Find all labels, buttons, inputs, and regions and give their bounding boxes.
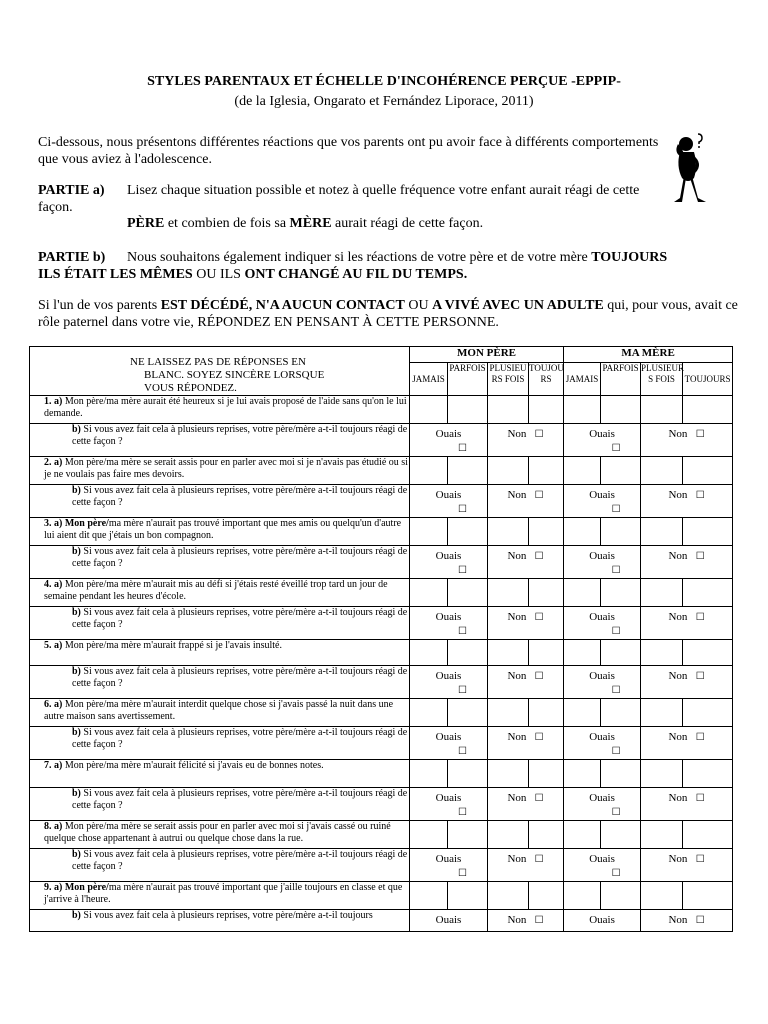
pere-answer-cell[interactable] <box>488 396 529 424</box>
checkbox-icon[interactable]: ☐ <box>695 793 705 804</box>
non-label: Non <box>668 792 688 804</box>
col-header-mere-2: PLUSIEUR S FOIS <box>641 363 683 396</box>
mere-answer-cell[interactable] <box>641 882 683 910</box>
checkbox-icon[interactable]: ☐ <box>611 565 621 576</box>
question-row <box>30 760 733 788</box>
question-number: 8. a) <box>44 821 63 832</box>
deceased-t3: qui, pour vous, avait ce rôle paternel dans votre vie, RÉPONDEZ EN PENSANT À CETTE PERSONNE. <box>38 298 738 330</box>
checkbox-icon[interactable]: ☐ <box>695 854 705 865</box>
mere-answer-cell[interactable] <box>564 640 601 666</box>
non-label: Non <box>507 731 527 743</box>
checkbox-icon[interactable]: ☐ <box>611 626 621 637</box>
pere-ouais-option[interactable] <box>410 424 488 457</box>
pere-answer-cell[interactable] <box>529 457 564 485</box>
pere-answer-cell[interactable] <box>410 396 448 424</box>
checkbox-icon[interactable]: ☐ <box>695 429 705 440</box>
pere-answer-cell[interactable] <box>529 640 564 666</box>
non-label: Non <box>507 670 527 682</box>
part-b-text <box>38 249 678 283</box>
non-label: Non <box>507 792 527 804</box>
mere-ouais-option[interactable] <box>564 424 641 457</box>
question-body: Mon père/ma mère m'aurait félicité si j'avais eu de bonnes notes. <box>64 760 324 771</box>
ouais-label: Ouais <box>435 670 462 682</box>
question-b-row <box>30 485 733 518</box>
b-question: Si vous avez fait cela à plusieurs reprises, votre père/mère a-t-il toujours <box>83 910 373 921</box>
checkbox-icon[interactable]: ☐ <box>695 551 705 562</box>
ouais-label: Ouais <box>589 914 615 926</box>
pere-answer-cell[interactable] <box>488 640 529 666</box>
mere-ouais-option[interactable] <box>564 666 641 699</box>
question-row <box>30 699 733 727</box>
question-row <box>30 518 733 546</box>
question-b-text <box>30 424 410 457</box>
b-label: b) <box>72 666 81 677</box>
checkbox-icon[interactable]: ☐ <box>611 504 621 515</box>
mere-non-option[interactable] <box>641 607 733 640</box>
pere-answer-cell[interactable] <box>488 760 529 788</box>
pere-answer-cell[interactable] <box>529 396 564 424</box>
deceased-t1: Si l'un de vos parents <box>38 298 161 313</box>
mere-answer-cell[interactable] <box>564 457 601 485</box>
pere-ouais-option[interactable] <box>410 910 488 932</box>
non-label: Non <box>668 853 688 865</box>
mere-answer-cell[interactable] <box>683 882 733 910</box>
question-body: Mon père/ma mère se serait assis pour en parler avec moi si j'avais cassé ou ruiné quelque chose appartenant à autrui ou quelque chose dans la rue. <box>44 821 391 844</box>
question-body: Mon père/ma mère m'aurait mis au défi si j'étais resté éveillé trop tard un jour de semaine pendant les heures d'école. <box>44 579 388 602</box>
pere-answer-cell[interactable] <box>448 640 488 666</box>
col-header-mere-0: JAMAIS <box>564 363 601 396</box>
checkbox-icon[interactable]: ☐ <box>534 915 544 926</box>
mere-answer-cell[interactable] <box>641 518 683 546</box>
mere-non-option[interactable] <box>641 424 733 457</box>
mere-ouais-option[interactable] <box>564 727 641 760</box>
question-b-row <box>30 849 733 882</box>
ouais-label: Ouais <box>435 611 462 623</box>
mere-non-option[interactable] <box>641 546 733 579</box>
ouais-label: Ouais <box>589 489 615 501</box>
pere-ouais-option[interactable] <box>410 788 488 821</box>
page-title: STYLES PARENTAUX ET ÉCHELLE D'INCOHÉRENCE PERÇUE -EPPIP- <box>147 74 621 89</box>
b-label: b) <box>72 727 81 738</box>
mere-answer-cell[interactable] <box>601 760 641 788</box>
question-number: 2. a) <box>44 457 63 468</box>
checkbox-icon[interactable]: ☐ <box>458 685 467 696</box>
part-b-bold1: TOUJOURS ILS ÉTAIT LES MÊMES <box>38 250 668 282</box>
b-question: Si vous avez fait cela à plusieurs reprises, votre père/mère a-t-il toujours réagi de cette façon ? <box>72 788 408 811</box>
checkbox-icon[interactable]: ☐ <box>458 565 467 576</box>
pere-answer-cell[interactable] <box>488 457 529 485</box>
checkbox-icon[interactable]: ☐ <box>458 807 467 818</box>
pere-answer-cell[interactable] <box>448 699 488 727</box>
ouais-label: Ouais <box>435 428 462 440</box>
mere-answer-cell[interactable] <box>683 760 733 788</box>
b-question: Si vous avez fait cela à plusieurs reprises, votre père/mère a-t-il toujours réagi de cette façon ? <box>72 607 408 630</box>
ouais-label: Ouais <box>435 550 462 562</box>
checkbox-icon[interactable]: ☐ <box>695 732 705 743</box>
question-text <box>30 396 410 424</box>
question-b-text <box>30 485 410 518</box>
instr-line-1: NE LAISSEZ PAS DE RÉPONSES EN <box>130 356 306 368</box>
b-label: b) <box>72 607 81 618</box>
thinking-figure-icon <box>668 132 710 208</box>
checkbox-icon[interactable]: ☐ <box>534 490 544 501</box>
mere-ouais-option[interactable] <box>564 485 641 518</box>
question-body: ma mère n'aurait pas trouvé important que j'aille toujours en classe et que j'arrive à l'heure. <box>44 882 403 905</box>
non-label: Non <box>507 914 527 926</box>
pere-answer-cell[interactable] <box>410 760 448 788</box>
mere-non-option[interactable] <box>641 666 733 699</box>
mere-answer-cell[interactable] <box>601 518 641 546</box>
mere-answer-cell[interactable] <box>641 579 683 607</box>
mere-answer-cell[interactable] <box>564 821 601 849</box>
question-text <box>30 457 410 485</box>
pere-non-option[interactable] <box>488 727 564 760</box>
col-header-pere-2: PLUSIEU RS FOIS <box>488 363 529 396</box>
pere-answer-cell[interactable] <box>529 699 564 727</box>
part-a-mid: et combien de fois sa <box>164 216 290 231</box>
question-number: 3. a) <box>44 518 63 529</box>
mere-answer-cell[interactable] <box>601 396 641 424</box>
checkbox-icon[interactable]: ☐ <box>611 807 621 818</box>
intro-text: Ci-dessous, nous présentons différentes réactions que vos parents ont pu avoir face à différents comportements que vous aviez à l'adolescence. <box>38 135 659 167</box>
checkbox-icon[interactable]: ☐ <box>611 746 621 757</box>
mere-non-option[interactable] <box>641 910 733 932</box>
pere-answer-cell[interactable] <box>448 518 488 546</box>
pere-answer-cell[interactable] <box>448 579 488 607</box>
mere-answer-cell[interactable] <box>641 457 683 485</box>
question-b-row <box>30 727 733 760</box>
question-b-row <box>30 546 733 579</box>
mere-answer-cell[interactable] <box>564 882 601 910</box>
mere-answer-cell[interactable] <box>601 640 641 666</box>
checkbox-icon[interactable]: ☐ <box>534 551 544 562</box>
instr-line-3: VOUS RÉPONDEZ. <box>144 382 237 394</box>
pere-non-option[interactable] <box>488 666 564 699</box>
col-header-pere-1: PARFOIS <box>448 363 488 396</box>
pere-non-option[interactable] <box>488 788 564 821</box>
mere-answer-cell[interactable] <box>601 579 641 607</box>
question-row <box>30 396 733 424</box>
mere-answer-cell[interactable] <box>601 699 641 727</box>
pere-non-option[interactable] <box>488 910 564 932</box>
ouais-label: Ouais <box>435 853 462 865</box>
checkbox-icon[interactable]: ☐ <box>458 626 467 637</box>
checkbox-icon[interactable]: ☐ <box>695 612 705 623</box>
pere-answer-cell[interactable] <box>410 882 448 910</box>
question-body: Mon père/ma mère m'aurait frappé si je l'avais insulté. <box>64 640 282 651</box>
mere-answer-cell[interactable] <box>683 579 733 607</box>
deceased-t2: OU <box>404 298 433 313</box>
mere-non-option[interactable] <box>641 485 733 518</box>
mere-answer-cell[interactable] <box>683 396 733 424</box>
ouais-label: Ouais <box>435 792 462 804</box>
pere-answer-cell[interactable] <box>488 699 529 727</box>
b-question: Si vous avez fait cela à plusieurs reprises, votre père/mère a-t-il toujours réagi de cette façon ? <box>72 666 408 689</box>
question-b-text <box>30 849 410 882</box>
mere-answer-cell[interactable] <box>683 640 733 666</box>
pere-ouais-option[interactable] <box>410 485 488 518</box>
b-label: b) <box>72 546 81 557</box>
question-text <box>30 821 410 849</box>
questionnaire-table <box>29 346 733 932</box>
question-text <box>30 699 410 727</box>
pere-answer-cell[interactable] <box>529 579 564 607</box>
pere-answer-cell[interactable] <box>410 579 448 607</box>
question-bold: Mon père/ <box>64 882 109 893</box>
pere-answer-cell[interactable] <box>488 882 529 910</box>
pere-ouais-option[interactable] <box>410 546 488 579</box>
part-b-label: PARTIE b) <box>38 250 106 265</box>
question-body: Mon père/ma mère m'aurait interdit quelque chose si j'avais passé la nuit dans une autre maison sans avertissement. <box>44 699 394 722</box>
question-number: 5. a) <box>44 640 63 651</box>
checkbox-icon[interactable]: ☐ <box>534 732 544 743</box>
pere-non-option[interactable] <box>488 607 564 640</box>
pere-answer-cell[interactable] <box>410 457 448 485</box>
mere-answer-cell[interactable] <box>601 821 641 849</box>
pere-answer-cell[interactable] <box>448 821 488 849</box>
mere-answer-cell[interactable] <box>641 760 683 788</box>
pere-answer-cell[interactable] <box>529 821 564 849</box>
deceased-b1: EST DÉCÉDÉ, N'A AUCUN CONTACT <box>160 298 405 313</box>
group-header-mere: MA MÈRE <box>564 347 733 363</box>
ouais-label: Ouais <box>435 914 462 926</box>
ouais-label: Ouais <box>589 731 615 743</box>
question-row <box>30 882 733 910</box>
instr-line-2: BLANC. SOYEZ SINCÈRE LORSQUE <box>144 369 325 381</box>
b-question: Si vous avez fait cela à plusieurs reprises, votre père/mère a-t-il toujours réagi de cette façon ? <box>72 849 408 872</box>
question-text <box>30 518 410 546</box>
question-number: 4. a) <box>44 579 63 590</box>
non-label: Non <box>668 731 688 743</box>
question-body: Mon père/ma mère se serait assis pour en parler avec moi si je n'avais pas étudié ou si je ne voulais pas faire mes devoirs. <box>44 457 408 480</box>
non-label: Non <box>507 428 527 440</box>
mere-answer-cell[interactable] <box>601 457 641 485</box>
part-a-text <box>38 182 668 216</box>
pere-non-option[interactable] <box>488 546 564 579</box>
question-b-text <box>30 910 410 932</box>
non-label: Non <box>668 670 688 682</box>
question-b-row <box>30 607 733 640</box>
ouais-label: Ouais <box>589 853 615 865</box>
mere-answer-cell[interactable] <box>564 579 601 607</box>
pere-answer-cell[interactable] <box>448 760 488 788</box>
checkbox-icon[interactable]: ☐ <box>695 915 705 926</box>
ouais-label: Ouais <box>589 792 615 804</box>
pere-answer-cell[interactable] <box>448 396 488 424</box>
ouais-label: Ouais <box>589 670 615 682</box>
part-a-label: PARTIE a) <box>38 183 105 198</box>
checkbox-icon[interactable]: ☐ <box>611 685 621 696</box>
question-text <box>30 640 410 666</box>
non-label: Non <box>668 489 688 501</box>
deceased-b2: A VIVÉ AVEC UN ADULTE <box>432 298 604 313</box>
pere-answer-cell[interactable] <box>448 457 488 485</box>
mere-answer-cell[interactable] <box>641 640 683 666</box>
question-b-row <box>30 424 733 457</box>
mere-non-option[interactable] <box>641 788 733 821</box>
question-text <box>30 882 410 910</box>
part-b-text2: OU ILS <box>192 267 245 282</box>
question-row <box>30 640 733 666</box>
checkbox-icon[interactable]: ☐ <box>534 793 544 804</box>
question-b-row <box>30 666 733 699</box>
mere-non-option[interactable] <box>641 727 733 760</box>
pere-answer-cell[interactable] <box>448 882 488 910</box>
part-a-subtext <box>127 215 687 232</box>
col-header-pere-3: TOUJOU RS <box>529 363 564 396</box>
pere-answer-cell[interactable] <box>529 760 564 788</box>
question-text <box>30 579 410 607</box>
mere-answer-cell[interactable] <box>564 760 601 788</box>
checkbox-icon[interactable]: ☐ <box>534 429 544 440</box>
non-label: Non <box>507 550 527 562</box>
b-label: b) <box>72 485 81 496</box>
ouais-label: Ouais <box>589 611 615 623</box>
mere-answer-cell[interactable] <box>564 396 601 424</box>
question-b-text <box>30 666 410 699</box>
non-label: Non <box>507 853 527 865</box>
mere-answer-cell[interactable] <box>641 396 683 424</box>
table-instructions <box>30 347 410 396</box>
pere-ouais-option[interactable] <box>410 849 488 882</box>
question-number: 7. a) <box>44 760 63 771</box>
page-subtitle: (de la Iglesia, Ongarato et Fernández Liporace, 2011) <box>234 94 534 109</box>
pere-answer-cell[interactable] <box>410 518 448 546</box>
checkbox-icon[interactable]: ☐ <box>611 443 621 454</box>
mere-non-option[interactable] <box>641 849 733 882</box>
question-b-text <box>30 788 410 821</box>
question-b-text <box>30 727 410 760</box>
pere-answer-cell[interactable] <box>410 640 448 666</box>
question-body: Mon père/ma mère aurait été heureux si je lui avais proposé de l'aide sans qu'on le lui demande. <box>44 396 407 419</box>
question-b-row <box>30 910 733 932</box>
b-question: Si vous avez fait cela à plusieurs reprises, votre père/mère a-t-il toujours réagi de cette façon ? <box>72 727 408 750</box>
checkbox-icon[interactable]: ☐ <box>534 854 544 865</box>
pere-answer-cell[interactable] <box>488 821 529 849</box>
question-row <box>30 821 733 849</box>
question-b-row <box>30 788 733 821</box>
part-b-bold2: ONT CHANGÉ AU FIL DU TEMPS. <box>244 267 468 282</box>
question-number: 9. a) <box>44 882 63 893</box>
part-a-end: aurait réagi de cette façon. <box>331 216 484 231</box>
mere-answer-cell[interactable] <box>683 821 733 849</box>
mere-answer-cell[interactable] <box>683 518 733 546</box>
mere-ouais-option[interactable] <box>564 910 641 932</box>
non-label: Non <box>668 914 688 926</box>
mere-ouais-option[interactable] <box>564 788 641 821</box>
b-question: Si vous avez fait cela à plusieurs reprises, votre père/mère a-t-il toujours réagi de cette façon ? <box>72 485 408 508</box>
checkbox-icon[interactable]: ☐ <box>611 868 621 879</box>
part-b-text1: Nous souhaitons également indiquer si les réactions de votre père et de votre mère <box>127 250 592 265</box>
non-label: Non <box>668 428 688 440</box>
question-row <box>30 579 733 607</box>
mere-answer-cell[interactable] <box>683 457 733 485</box>
pere-answer-cell[interactable] <box>529 518 564 546</box>
question-bold: Mon père/ <box>64 518 109 529</box>
pere-non-option[interactable] <box>488 849 564 882</box>
col-header-mere-3: TOUJOURS <box>683 363 733 396</box>
question-body: ma mère n'aurait pas trouvé important que mes amis ou quelqu'un d'autre lui aient dit que j'étais un bon compagnon. <box>44 518 402 541</box>
pere-ouais-option[interactable] <box>410 727 488 760</box>
pere-answer-cell[interactable] <box>529 882 564 910</box>
mere-ouais-option[interactable] <box>564 849 641 882</box>
col-header-mere-1: PARFOIS <box>601 363 641 396</box>
non-label: Non <box>507 489 527 501</box>
part-a-instruction: Lisez chaque situation possible et notez à quelle fréquence votre enfant aurait réagi de cette façon. <box>38 183 640 215</box>
checkbox-icon[interactable]: ☐ <box>458 746 467 757</box>
mere-answer-cell[interactable] <box>641 699 683 727</box>
mere-answer-cell[interactable] <box>564 518 601 546</box>
non-label: Non <box>507 611 527 623</box>
col-header-pere-0: JAMAIS <box>410 363 448 396</box>
checkbox-icon[interactable]: ☐ <box>534 612 544 623</box>
question-b-text <box>30 607 410 640</box>
pere-answer-cell[interactable] <box>410 821 448 849</box>
b-question: Si vous avez fait cela à plusieurs reprises, votre père/mère a-t-il toujours réagi de cette façon ? <box>72 546 408 569</box>
b-label: b) <box>72 849 81 860</box>
ouais-label: Ouais <box>435 731 462 743</box>
mere-answer-cell[interactable] <box>564 699 601 727</box>
pere-ouais-option[interactable] <box>410 666 488 699</box>
checkbox-icon[interactable]: ☐ <box>458 868 467 879</box>
mere-label: MÈRE <box>289 216 332 231</box>
mere-answer-cell[interactable] <box>683 699 733 727</box>
mere-ouais-option[interactable] <box>564 607 641 640</box>
question-text <box>30 760 410 788</box>
question-number: 6. a) <box>44 699 63 710</box>
ouais-label: Ouais <box>589 428 615 440</box>
pere-non-option[interactable] <box>488 424 564 457</box>
b-question: Si vous avez fait cela à plusieurs reprises, votre père/mère a-t-il toujours réagi de cette façon ? <box>72 424 408 447</box>
checkbox-icon[interactable]: ☐ <box>458 443 467 454</box>
ouais-label: Ouais <box>435 489 462 501</box>
b-label: b) <box>72 424 81 435</box>
non-label: Non <box>668 550 688 562</box>
non-label: Non <box>668 611 688 623</box>
ouais-label: Ouais <box>589 550 615 562</box>
pere-label: PÈRE <box>127 216 165 231</box>
pere-answer-cell[interactable] <box>488 579 529 607</box>
checkbox-icon[interactable]: ☐ <box>534 671 544 682</box>
b-label: b) <box>72 910 81 921</box>
mere-answer-cell[interactable] <box>601 882 641 910</box>
checkbox-icon[interactable]: ☐ <box>458 504 467 515</box>
group-header-pere: MON PÈRE <box>410 347 564 363</box>
deceased-instruction <box>38 297 738 331</box>
mere-answer-cell[interactable] <box>641 821 683 849</box>
pere-answer-cell[interactable] <box>488 518 529 546</box>
pere-non-option[interactable] <box>488 485 564 518</box>
checkbox-icon[interactable]: ☐ <box>695 671 705 682</box>
pere-answer-cell[interactable] <box>410 699 448 727</box>
mere-ouais-option[interactable] <box>564 546 641 579</box>
checkbox-icon[interactable]: ☐ <box>695 490 705 501</box>
question-number: 1. a) <box>44 396 63 407</box>
question-b-text <box>30 546 410 579</box>
b-label: b) <box>72 788 81 799</box>
pere-ouais-option[interactable] <box>410 607 488 640</box>
question-row <box>30 457 733 485</box>
